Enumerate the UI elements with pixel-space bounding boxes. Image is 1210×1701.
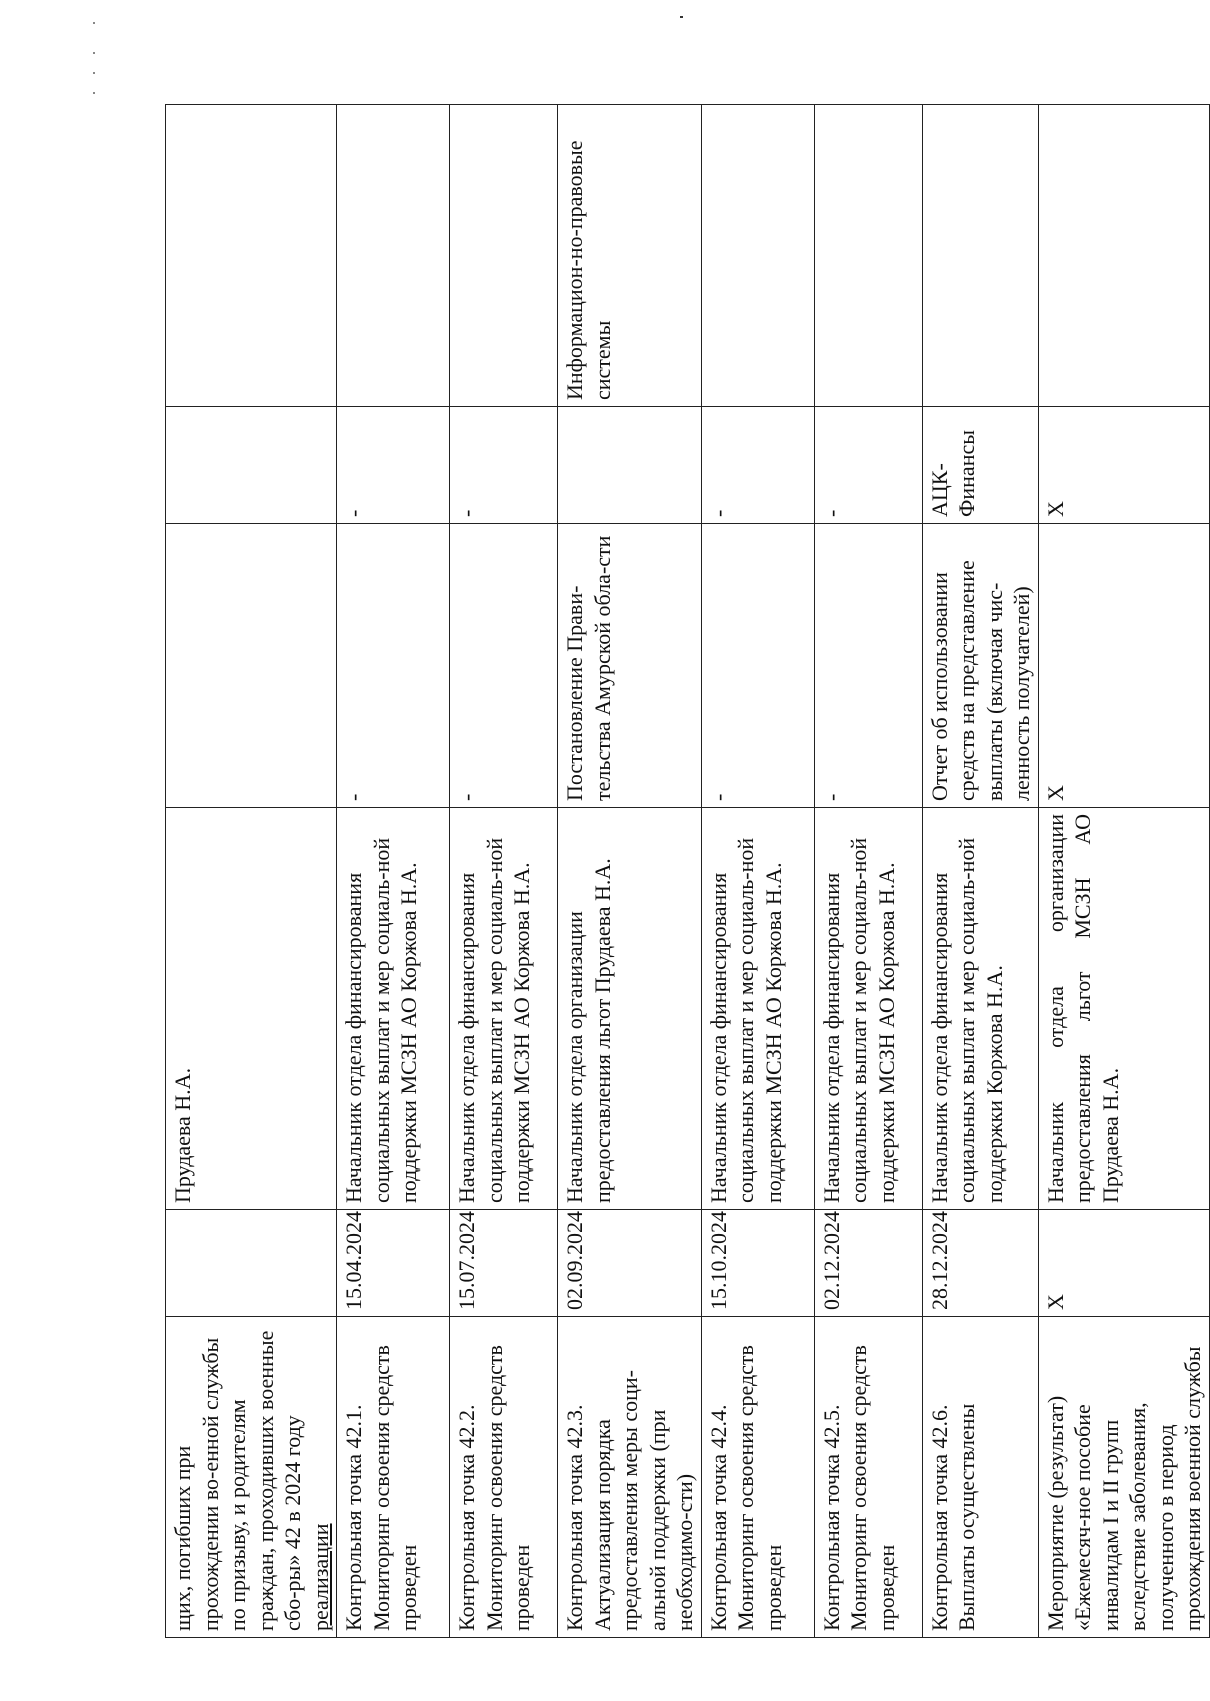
extra-cell <box>814 105 922 407</box>
document-cell: - <box>450 524 558 808</box>
info-system-cell: АЦК-Финансы <box>922 407 1038 524</box>
info-system-cell: - <box>450 407 558 524</box>
result-cell: Мероприятие (результат) «Ежемесяч-ное пособие инвалидам I и II групп вследствие заболевания, полученного в период прохождения военной службы <box>1038 1317 1209 1638</box>
date-cell: 28.12.2024 <box>922 1210 1038 1317</box>
result-cell: щих, погибших при прохождении во-енной службы по призыву, и родителям граждан, проходивших военные сбо-ры» 42 в 2024 году реализации <box>166 1317 337 1638</box>
date-cell: 15.07.2024 <box>450 1210 558 1317</box>
result-cell: Контрольная точка 42.6. Выплаты осуществлены <box>922 1317 1038 1638</box>
table-row <box>1038 105 1209 1638</box>
date-cell: 02.09.2024 <box>558 1210 702 1317</box>
scan-artifact <box>93 22 95 24</box>
info-system-cell: - <box>337 407 450 524</box>
rotated-table-wrapper <box>165 105 1205 1638</box>
responsible-cell: Начальник отдела финансирования социальных выплат и мер социаль-ной поддержки МСЗН АО Коржова Н.А. <box>450 808 558 1210</box>
scan-artifact <box>680 16 683 18</box>
document-cell <box>166 524 337 808</box>
document-cell: Х <box>1038 524 1209 808</box>
info-system-cell <box>166 407 337 524</box>
info-system-cell: - <box>701 407 814 524</box>
scan-artifact <box>93 92 95 94</box>
table-row <box>814 105 922 1638</box>
table-row <box>166 105 337 1638</box>
responsible-cell: Начальник отдела финансирования социальных выплат и мер социаль-ной поддержки Коржова Н.А. <box>922 808 1038 1210</box>
extra-cell: Информацион-но-правовые системы <box>558 105 702 407</box>
scan-artifact <box>93 52 95 54</box>
table-row <box>922 105 1038 1638</box>
result-cell: Контрольная точка 42.4. Мониторинг освоения средств проведен <box>701 1317 814 1638</box>
table-row <box>450 105 558 1638</box>
extra-cell <box>922 105 1038 407</box>
info-system-cell: Х <box>1038 407 1209 524</box>
extra-cell <box>450 105 558 407</box>
responsible-cell: Начальник отдела финансирования социальных выплат и мер социаль-ной поддержки МСЗН АО Коржова Н.А. <box>814 808 922 1210</box>
date-cell: 02.12.2024 <box>814 1210 922 1317</box>
scan-artifact <box>93 72 95 74</box>
extra-cell <box>337 105 450 407</box>
info-system-cell <box>558 407 702 524</box>
document-cell: Постановление Прави-тельства Амурской обла-сти <box>558 524 702 808</box>
result-cell: Контрольная точка 42.2. Мониторинг освоения средств проведен <box>450 1317 558 1638</box>
responsible-cell: Прудаева Н.А. <box>166 808 337 1210</box>
date-cell: 15.04.2024 <box>337 1210 450 1317</box>
document-cell: Отчет об использовании средств на представление выплаты (включая чис-ленность получателей) <box>922 524 1038 808</box>
table-row <box>558 105 702 1638</box>
responsible-cell: Начальник отдела финансирования социальных выплат и мер социаль-ной поддержки МСЗН АО Коржова Н.А. <box>337 808 450 1210</box>
extra-cell <box>701 105 814 407</box>
extra-cell <box>166 105 337 407</box>
table-row <box>337 105 450 1638</box>
date-cell: 15.10.2024 <box>701 1210 814 1317</box>
table-row <box>701 105 814 1638</box>
extra-cell <box>1038 105 1209 407</box>
date-cell: Х <box>1038 1210 1209 1317</box>
plan-table <box>165 104 1210 1638</box>
info-system-cell: - <box>814 407 922 524</box>
date-cell <box>166 1210 337 1317</box>
document-cell: - <box>337 524 450 808</box>
document-cell: - <box>701 524 814 808</box>
result-cell: Контрольная точка 42.5. Мониторинг освоения средств проведен <box>814 1317 922 1638</box>
result-cell: Контрольная точка 42.1. Мониторинг освоения средств проведен <box>337 1317 450 1638</box>
responsible-cell: Начальник отдела финансирования социальных выплат и мер социаль-ной поддержки МСЗН АО Коржова Н.А. <box>701 808 814 1210</box>
responsible-cell: Начальник отдела организации предоставления льгот МСЗН АО Прудаева Н.А. <box>1038 808 1209 1210</box>
responsible-cell: Начальник отдела организации предоставления льгот Прудаева Н.А. <box>558 808 702 1210</box>
document-cell: - <box>814 524 922 808</box>
result-cell: Контрольная точка 42.3. Актуализация порядка предоставления меры соци-альной поддержки (при необходимо-сти) <box>558 1317 702 1638</box>
